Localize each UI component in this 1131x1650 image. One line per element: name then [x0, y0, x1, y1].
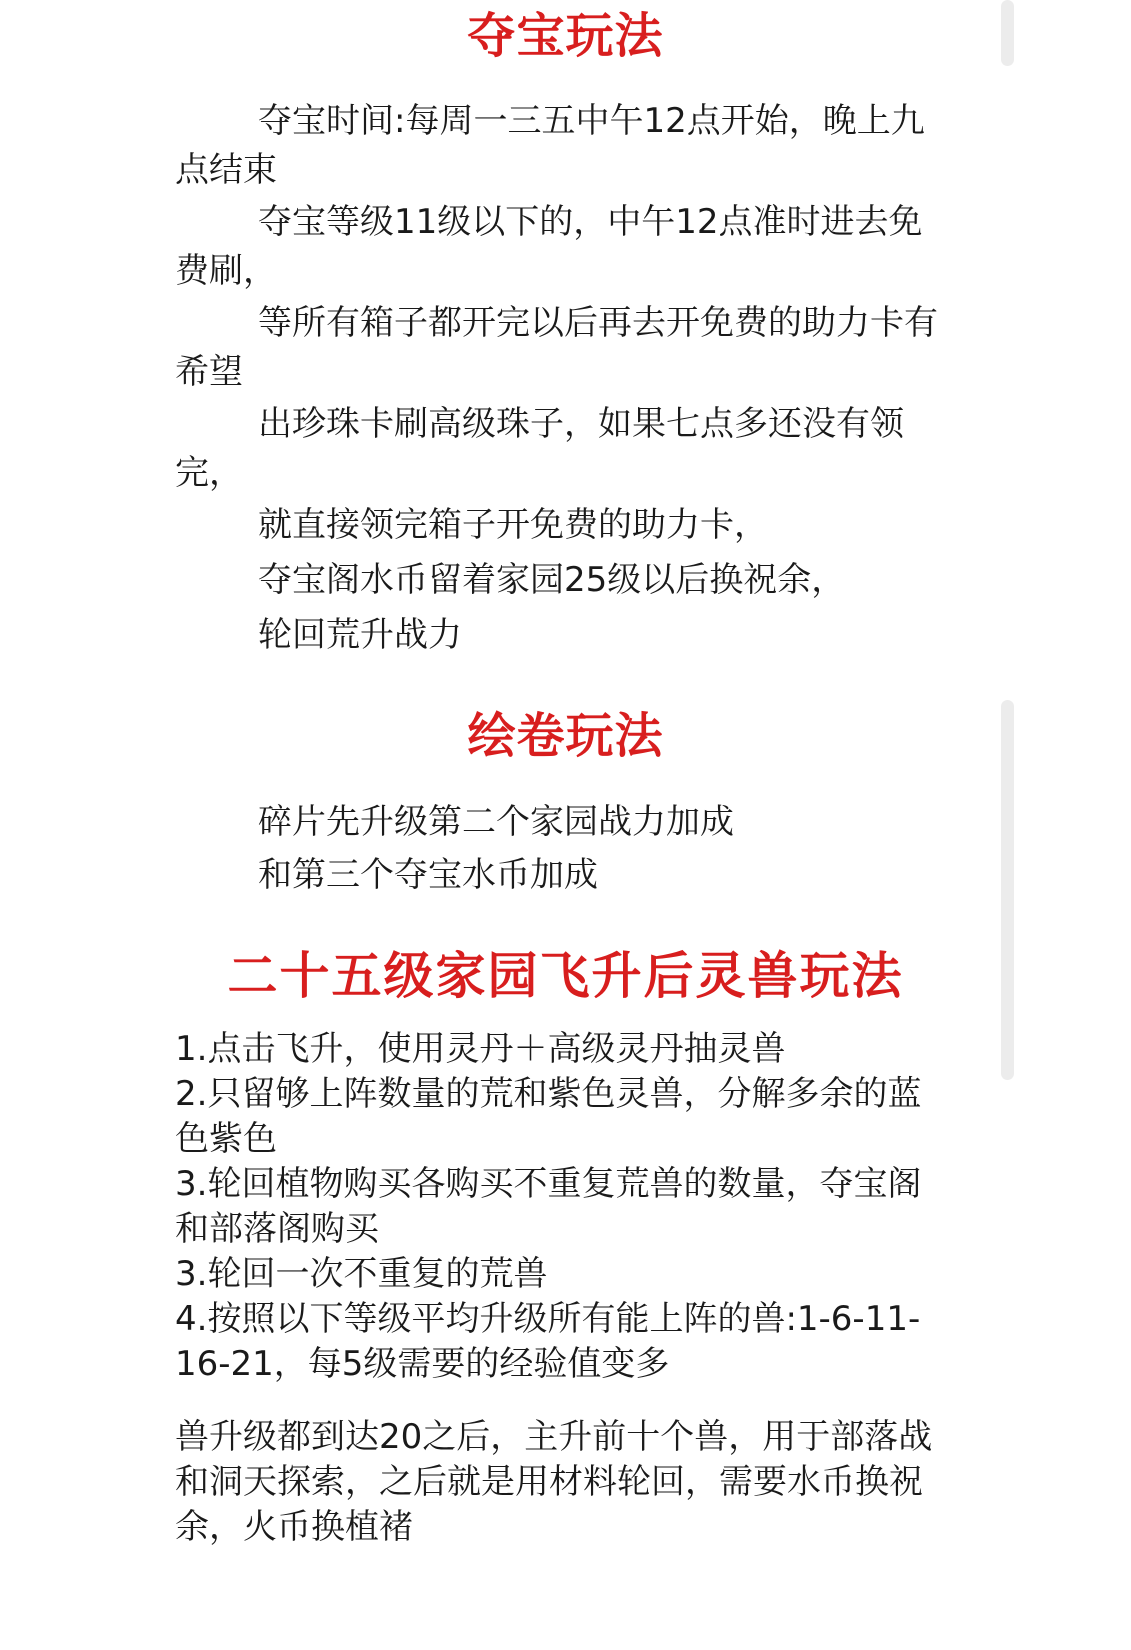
- list-item: 3.轮回植物购买各购买不重复荒兽的数量，夺宝阁和部落阁购买: [175, 1164, 922, 1249]
- paragraph: 出珍珠卡刷高级珠子，如果七点多还没有领完，: [175, 404, 904, 493]
- paragraph: 等所有箱子都开完以后再去开免费的助力卡有希望: [175, 303, 938, 392]
- paragraph: 夺宝等级11级以下的，中午12点准时进去免费刷，: [175, 202, 923, 291]
- paragraph: 和第三个夺宝水币加成: [258, 855, 598, 895]
- paragraph: 就直接领完箱子开免费的助力卡，: [258, 505, 768, 545]
- steps-list: [175, 1027, 955, 1387]
- paragraph: 轮回荒升战力: [258, 615, 462, 655]
- list-item: 3.轮回一次不重复的荒兽: [175, 1254, 548, 1294]
- list-item: 1.点击飞升，使用灵丹＋高级灵丹抽灵兽: [175, 1029, 786, 1069]
- closing-paragraph: 兽升级都到达20之后，主升前十个兽，用于部落战和洞天探索，之后就是用材料轮回，需要水币换祝余，火币换植褚: [175, 1417, 933, 1547]
- paragraph: 夺宝阁水币留着家园25级以后换祝余，: [258, 560, 846, 600]
- paragraph: 碎片先升级第二个家园战力加成: [258, 802, 734, 842]
- list-item: 2.只留够上阵数量的荒和紫色灵兽，分解多余的蓝色紫色: [175, 1074, 922, 1159]
- section-title-scroll: 绘卷玩法: [467, 708, 664, 764]
- paragraph: 夺宝时间:每周一三五中午12点开始，晚上九点结束: [175, 101, 925, 190]
- section-title-spirit-beast: 二十五级家园飞升后灵兽玩法: [227, 947, 904, 1005]
- list-item: 4.按照以下等级平均升级所有能上阵的兽:1-6-11-16-21，每5级需要的经验值变多: [175, 1299, 921, 1384]
- section-title-treasure: 夺宝玩法: [467, 8, 664, 64]
